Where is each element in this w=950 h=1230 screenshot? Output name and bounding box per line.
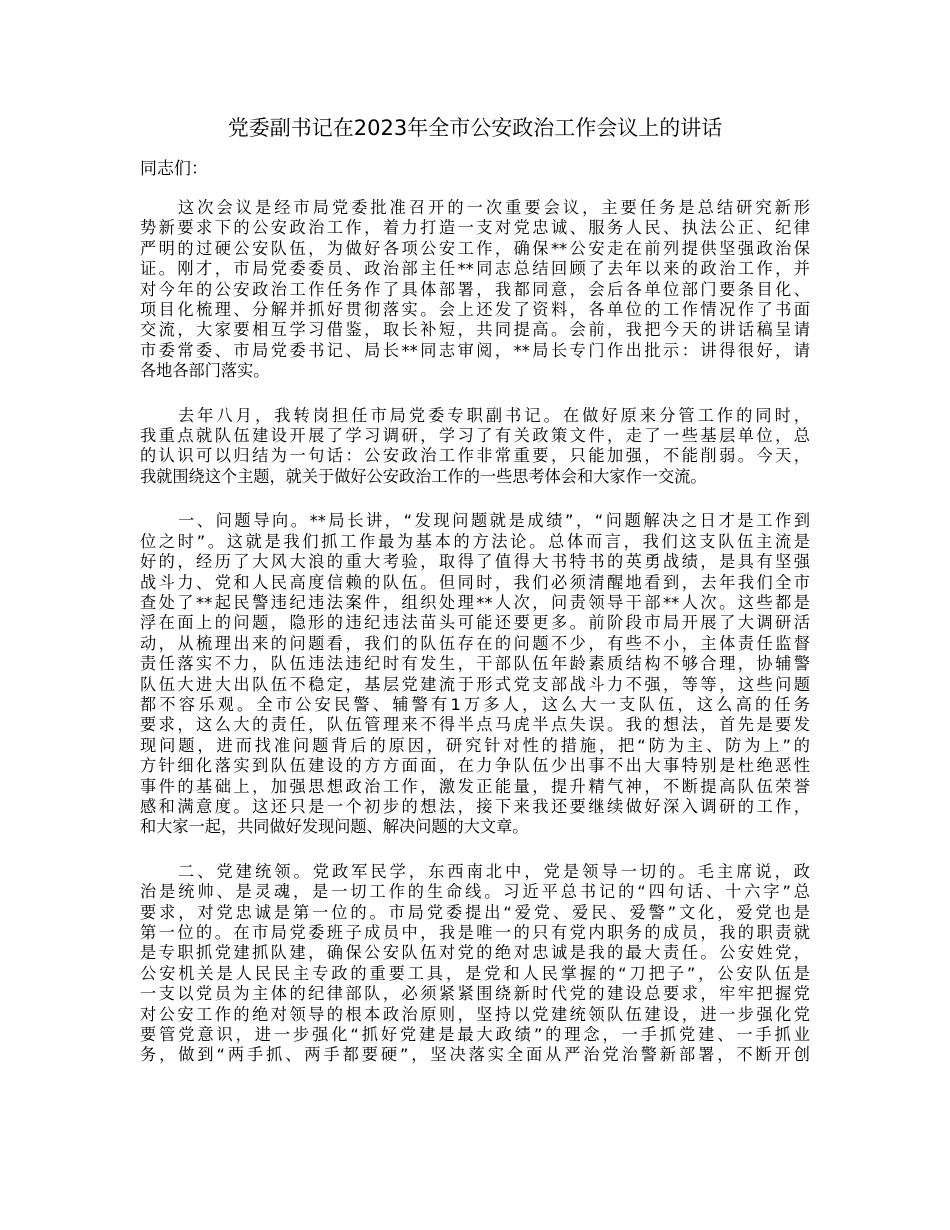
text-line: 治是统帅、是灵魂，是一切工作的生命线。习近平总书记的“四句话、十六字”总 <box>140 882 810 902</box>
text-line: 事件的基础上，加强思想政治工作，激发正能量，提升精气神，不断提高队伍荣誉 <box>140 776 810 796</box>
text-line: 的认识可以归结为一句话：公安政治工作非常重要，只能加强，不能削弱。今天， <box>140 446 810 466</box>
text-line: 查处了**起民警违纪违法案件，组织处理**人次，问责领导干部**人次。这些都是 <box>140 592 810 612</box>
document-title: 党委副书记在2023年全市公安政治工作会议上的讲话 <box>227 116 723 140</box>
text-line: 这次会议是经市局党委批准召开的一次重要会议，主要任务是总结研究新形 <box>178 198 810 217</box>
text-line: 现问题，进而找准问题背后的原因，研究针对性的措施，把“防为主、防为上”的 <box>140 735 810 755</box>
text-line: 市委常委、市局党委书记、局长**同志审阅，**局长专门作出批示：讲得很好，请 <box>140 340 810 360</box>
text-line: 战斗力、党和人民高度信赖的队伍。但同时，我们必须清醒地看到，去年我们全市 <box>140 572 810 592</box>
text-line: 一支以党员为主体的纪律部队，必须紧紧围绕新时代党的建设总要求，牢牢把握党 <box>140 984 810 1004</box>
text-line: 第一位的。在市局党委班子成员中，我是唯一的只有党内职务的成员，我的职责就 <box>140 923 810 942</box>
document-body <box>140 198 810 1090</box>
paragraph <box>140 511 810 838</box>
text-line: 务，做到“两手抓、两手都要硬”，坚决落实全面从严治党治警新部署，不断开创 <box>140 1045 810 1065</box>
paragraph <box>140 198 810 382</box>
text-line: 好的，经历了大风大浪的重大考验，取得了值得大书特书的英勇战绩，是具有坚强 <box>140 552 810 572</box>
text-line: 证。刚才，市局党委委员、政治部主任**同志总结回顾了去年以来的政治工作，并 <box>140 259 810 279</box>
text-line: 公安机关是人民民主专政的重要工具，是党和人民掌握的“刀把子”，公安队伍是 <box>140 963 810 983</box>
text-line: 浮在面上的问题，隐形的违纪违法苗头可能还要更多。前阶段市局开展了大调研活 <box>140 613 810 633</box>
text-line: 交流，大家要相互学习借鉴，取长补短，共同提高。会前，我把今天的讲话稿呈请 <box>140 320 810 340</box>
text-line: 位之时”。这就是我们抓工作最为基本的方法论。总体而言，我们这支队伍主流是 <box>140 531 810 551</box>
text-line: 感和满意度。这还只是一个初步的想法，接下来我还要继续做好深入调研的工作， <box>140 796 810 816</box>
text-line: 各地各部门落实。 <box>140 361 270 381</box>
text-line: 要管党意识，进一步强化“抓好党建是最大政绩”的理念，一手抓党建、一手抓业 <box>140 1025 810 1045</box>
text-line: 我重点就队伍建设开展了学习调研，学习了有关政策文件，走了一些基层单位，总 <box>140 426 810 446</box>
text-line: 责任落实不力，队伍违法违纪时有发生，干部队伍年龄素质结构不够合理，协辅警 <box>140 654 810 674</box>
text-line: 严明的过硬公安队伍，为做好各项公安工作，确保**公安走在前列提供坚强政治保 <box>140 238 810 258</box>
text-line: 势新要求下的公安政治工作，着力打造一支对党忠诚、服务人民、执法公正、纪律 <box>140 218 810 238</box>
text-line: 方针细化落实到队伍建设的方方面面，在力争队伍少出事不出大事特别是杜绝恶性 <box>140 756 810 776</box>
text-line: 二、党建统领。党政军民学，东西南北中，党是领导一切的。毛主席说，政 <box>178 861 810 881</box>
text-line: 我就围绕这个主题，就关于做好公安政治工作的一些思考体会和大家作一交流。 <box>140 466 707 486</box>
text-line: 队伍大进大出队伍不稳定，基层党建流于形式党支部战斗力不强，等等，这些问题 <box>140 674 810 694</box>
text-line: 项目化梳理、分解并抓好贯彻落实。会上还发了资料，各单位的工作情况作了书面 <box>140 300 810 320</box>
text-line: 要求，对党忠诚是第一位的。市局党委提出“爱党、爱民、爱警”文化，爱党也是 <box>140 902 810 922</box>
text-line: 是专职抓党建抓队建，确保公安队伍对党的绝对忠诚是我的最大责任。公安姓党， <box>140 943 810 963</box>
text-line: 去年八月，我转岗担任市局党委专职副书记。在做好原来分管工作的同时， <box>178 405 810 425</box>
text-line: 对今年的公安政治工作任务作了具体部署，我都同意，会后各单位部门要条目化、 <box>140 279 810 299</box>
text-line: 动，从梳理出来的问题看，我们的队伍存在的问题不少，有些不小，主体责任监督 <box>140 633 810 653</box>
paragraph <box>140 862 810 1066</box>
text-line: 和大家一起，共同做好发现问题、解决问题的大文章。 <box>140 817 529 837</box>
text-line: 一、问题导向。**局长讲，“发现问题就是成绩”，“问题解决之日才是工作到 <box>178 511 810 531</box>
text-line: 对公安工作的绝对领导的根本政治原则，坚持以党建统领队伍建设，进一步强化党 <box>140 1004 810 1024</box>
paragraph <box>140 406 810 488</box>
text-line: 要求，这么大的责任，队伍管理来不得半点马虎半点失误。我的想法，首先是要发 <box>140 715 810 735</box>
greeting: 同志们： <box>140 159 208 179</box>
text-line: 都不容乐观。全市公安民警、辅警有1万多人，这么大一支队伍，这么高的任务 <box>140 694 810 714</box>
